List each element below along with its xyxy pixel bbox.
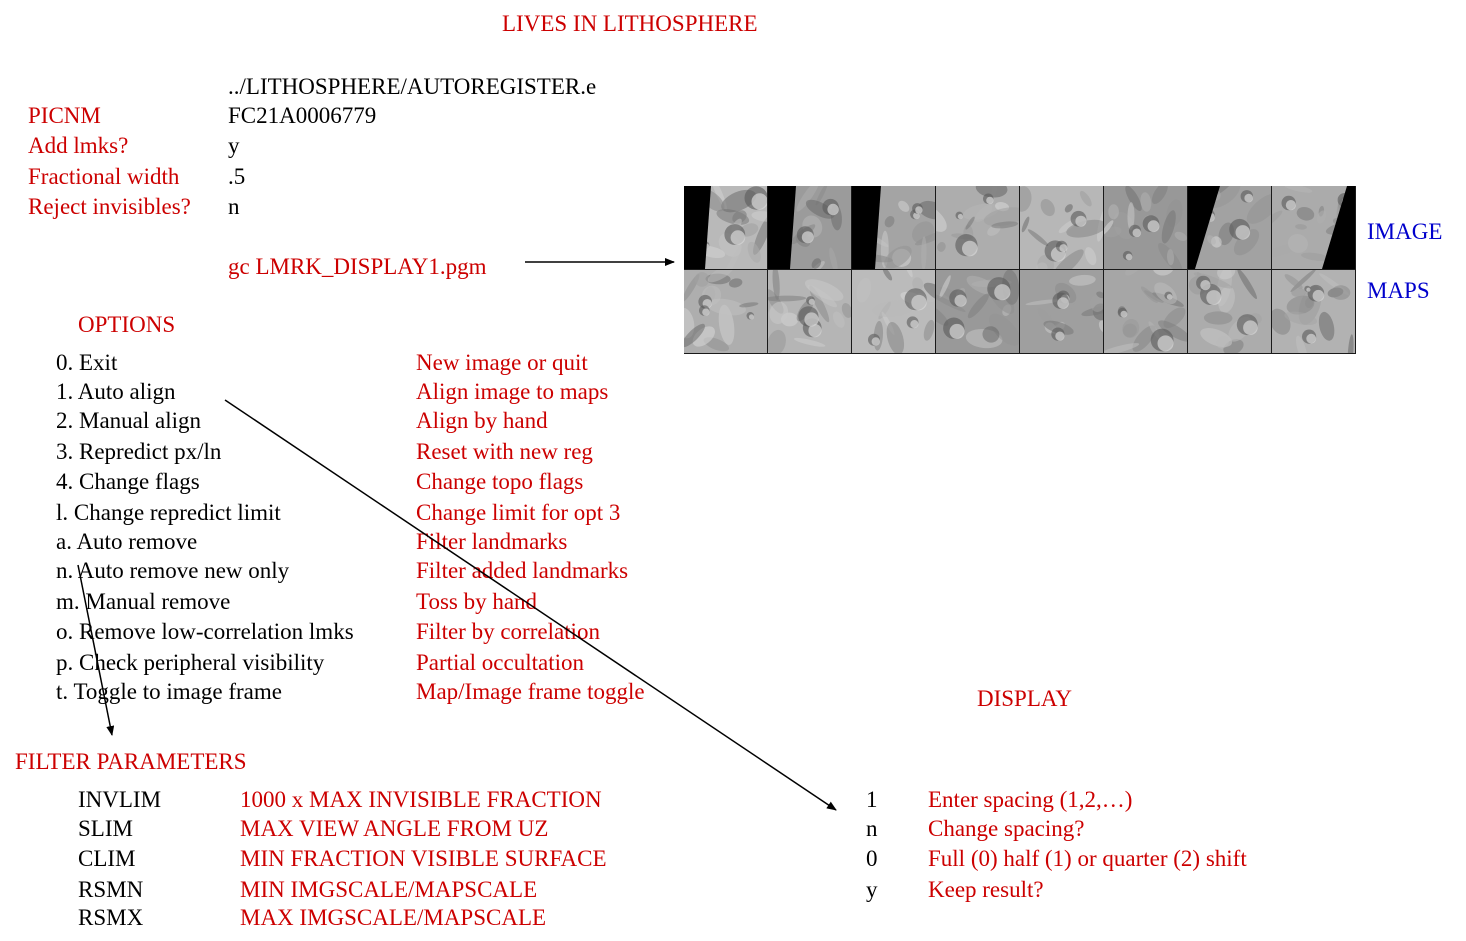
display-description: Change spacing? [928,816,1085,841]
option-key: t. Toggle to image frame [56,679,282,704]
option-description: Toss by hand [416,589,538,614]
prompt-label-picnm: PICNM [28,103,101,128]
display-description: Keep result? [928,877,1044,902]
filter-parameters-heading: FILTER PARAMETERS [15,749,247,774]
option-description: Filter added landmarks [416,558,629,583]
option-key: n. Auto remove new only [56,558,290,583]
option-description: Align by hand [416,408,548,433]
arrow-auto-align-to-display [225,400,836,810]
option-description: New image or quit [416,350,588,375]
prompt-value-picnm: FC21A0006779 [228,103,377,128]
option-description: Change topo flags [416,469,584,494]
filter-parameter-description: MIN IMGSCALE/MAPSCALE [240,877,538,902]
option-key: 3. Repredict px/ln [56,439,222,464]
prompt-value-fractional-width: .5 [228,164,246,189]
option-description: Filter landmarks [416,529,568,554]
option-description: Align image to maps [416,379,609,404]
prompt-value-reject-invisibles: n [228,194,240,219]
option-key: 1. Auto align [56,379,176,404]
filter-parameter-description: MIN FRACTION VISIBLE SURFACE [240,846,607,871]
option-key: p. Check peripheral visibility [56,650,325,675]
display-command: gc LMRK_DISPLAY1.pgm [228,254,487,279]
option-key: o. Remove low-correlation lmks [56,619,354,644]
option-description: Partial occultation [416,650,584,675]
option-description: Filter by correlation [416,619,600,644]
option-description: Reset with new reg [416,439,593,464]
image-row-label: IMAGE [1367,219,1443,244]
prompt-label-fractional-width: Fractional width [28,164,180,189]
arrow-auto-remove-to-filter-parameters [78,565,112,735]
filter-parameter-name: SLIM [78,816,133,841]
filter-parameter-name: INVLIM [78,787,162,812]
display-value: n [866,816,878,841]
prompt-label-reject-invisibles: Reject invisibles? [28,194,191,219]
option-key: 0. Exit [56,350,118,375]
filter-parameter-description: MAX VIEW ANGLE FROM UZ [240,816,549,841]
display-value: 1 [866,787,878,812]
filter-parameter-name: RSMN [78,877,144,902]
display-value: 0 [866,846,878,871]
page-title: LIVES IN LITHOSPHERE [502,11,758,36]
prompt-label-add-lmks: Add lmks? [28,133,129,158]
options-heading: OPTIONS [78,312,176,337]
filter-parameter-description: 1000 x MAX INVISIBLE FRACTION [240,787,602,812]
option-key: 2. Manual align [56,408,201,433]
maps-row-label: MAPS [1367,278,1430,303]
filter-parameter-name: RSMX [78,905,144,930]
option-key: l. Change repredict limit [56,500,281,525]
display-description: Enter spacing (1,2,…) [928,787,1133,812]
filter-parameter-description: MAX IMGSCALE/MAPSCALE [240,905,547,930]
option-description: Map/Image frame toggle [416,679,645,704]
prompt-value-add-lmks: y [228,133,240,158]
display-description: Full (0) half (1) or quarter (2) shift [928,846,1247,871]
option-key: 4. Change flags [56,469,200,494]
option-key: m. Manual remove [56,589,231,614]
display-value: y [866,877,878,902]
program-path: ../LITHOSPHERE/AUTOREGISTER.e [228,74,597,99]
option-key: a. Auto remove [56,529,198,554]
option-description: Change limit for opt 3 [416,500,621,525]
filter-parameter-name: CLIM [78,846,136,871]
display-heading: DISPLAY [977,686,1073,711]
